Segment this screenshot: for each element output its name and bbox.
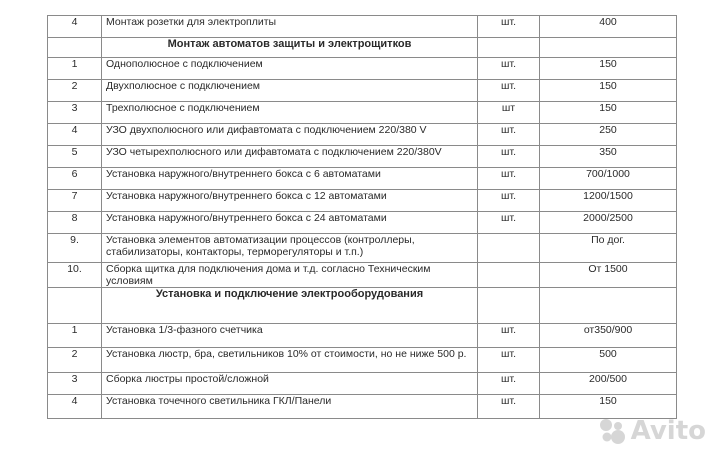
row-number: 7 <box>48 190 102 212</box>
watermark-text: Avito <box>630 416 706 446</box>
price-value: 250 <box>540 124 677 146</box>
price-value: 700/1000 <box>540 168 677 190</box>
service-name: Монтаж розетки для электроплиты <box>102 16 478 38</box>
price-value: 150 <box>540 80 677 102</box>
section-price-cell <box>540 38 677 58</box>
row-number: 10. <box>48 263 102 288</box>
price-value: 400 <box>540 16 677 38</box>
unit-cell <box>478 263 540 288</box>
unit-cell: шт. <box>478 190 540 212</box>
unit-cell: шт. <box>478 124 540 146</box>
price-value: от350/900 <box>540 324 677 348</box>
price-value: По дог. <box>540 234 677 263</box>
row-number: 3 <box>48 373 102 395</box>
section-header-row <box>48 38 677 58</box>
unit-cell: шт <box>478 102 540 124</box>
row-number: 9. <box>48 234 102 263</box>
service-name: Двухполюсное с подключением <box>102 80 478 102</box>
unit-cell: шт. <box>478 80 540 102</box>
unit-cell: шт. <box>478 146 540 168</box>
price-value: 350 <box>540 146 677 168</box>
table-row <box>48 395 677 419</box>
table-row <box>48 58 677 80</box>
table-row <box>48 234 677 263</box>
service-name: Сборка люстры простой/сложной <box>102 373 478 395</box>
section-num-cell <box>48 38 102 58</box>
unit-cell <box>478 234 540 263</box>
row-number: 5 <box>48 146 102 168</box>
section-title: Установка и подключение электрооборудования <box>102 288 478 324</box>
table-row <box>48 124 677 146</box>
service-name: Сборка щитка для подключения дома и т.д. согласно Техническим условиям <box>102 263 478 288</box>
service-name: Установка наружного/внутреннего бокса с 24 автоматами <box>102 212 478 234</box>
table-row <box>48 16 677 38</box>
price-value: 1200/1500 <box>540 190 677 212</box>
section-unit-cell <box>478 38 540 58</box>
service-name: Однополюсное с подключением <box>102 58 478 80</box>
table-row <box>48 373 677 395</box>
table-row <box>48 146 677 168</box>
service-name: УЗО двухполюсного или дифавтомата с подключением 220/380 V <box>102 124 478 146</box>
service-name: Трехполюсное с подключением <box>102 102 478 124</box>
table-row <box>48 324 677 348</box>
table-row <box>48 168 677 190</box>
unit-cell: шт. <box>478 324 540 348</box>
unit-cell: шт. <box>478 58 540 80</box>
service-name: УЗО четырехполюсного или дифавтомата с подключением 220/380V <box>102 146 478 168</box>
price-value: 200/500 <box>540 373 677 395</box>
row-number: 1 <box>48 324 102 348</box>
unit-cell: шт. <box>478 212 540 234</box>
section-header-row <box>48 288 677 324</box>
unit-cell: шт. <box>478 373 540 395</box>
row-number: 4 <box>48 124 102 146</box>
avito-watermark <box>597 416 706 446</box>
row-number: 2 <box>48 348 102 373</box>
table-row <box>48 190 677 212</box>
unit-cell: шт. <box>478 168 540 190</box>
price-table <box>47 15 677 419</box>
price-value: 150 <box>540 58 677 80</box>
price-value: 500 <box>540 348 677 373</box>
service-name: Установка наружного/внутреннего бокса с 12 автоматами <box>102 190 478 212</box>
row-number: 6 <box>48 168 102 190</box>
row-number: 8 <box>48 212 102 234</box>
price-value: 150 <box>540 395 677 419</box>
table-row <box>48 263 677 288</box>
unit-cell: шт. <box>478 348 540 373</box>
row-number: 2 <box>48 80 102 102</box>
row-number: 3 <box>48 102 102 124</box>
section-title: Монтаж автоматов защиты и электрощитков <box>102 38 478 58</box>
service-name: Установка наружного/внутреннего бокса с 6 автоматами <box>102 168 478 190</box>
section-num-cell <box>48 288 102 324</box>
unit-cell: шт. <box>478 395 540 419</box>
section-price-cell <box>540 288 677 324</box>
row-number: 1 <box>48 58 102 80</box>
table-row <box>48 348 677 373</box>
row-number: 4 <box>48 395 102 419</box>
table-row <box>48 102 677 124</box>
service-name: Установка люстр, бра, светильников 10% от стоимости, но не ниже 500 р. <box>102 348 478 373</box>
price-value: 150 <box>540 102 677 124</box>
unit-cell: шт. <box>478 16 540 38</box>
section-unit-cell <box>478 288 540 324</box>
avito-logo-icon <box>597 416 627 446</box>
price-value: От 1500 <box>540 263 677 288</box>
service-name: Установка точечного светильника ГКЛ/Панели <box>102 395 478 419</box>
service-name: Установка 1/3-фазного счетчика <box>102 324 478 348</box>
table-row <box>48 80 677 102</box>
row-number: 4 <box>48 16 102 38</box>
price-value: 2000/2500 <box>540 212 677 234</box>
service-name: Установка элементов автоматизации процессов (контроллеры, стабилизаторы, контакторы, терморегуляторы и т.п.) <box>102 234 478 263</box>
table-row <box>48 212 677 234</box>
